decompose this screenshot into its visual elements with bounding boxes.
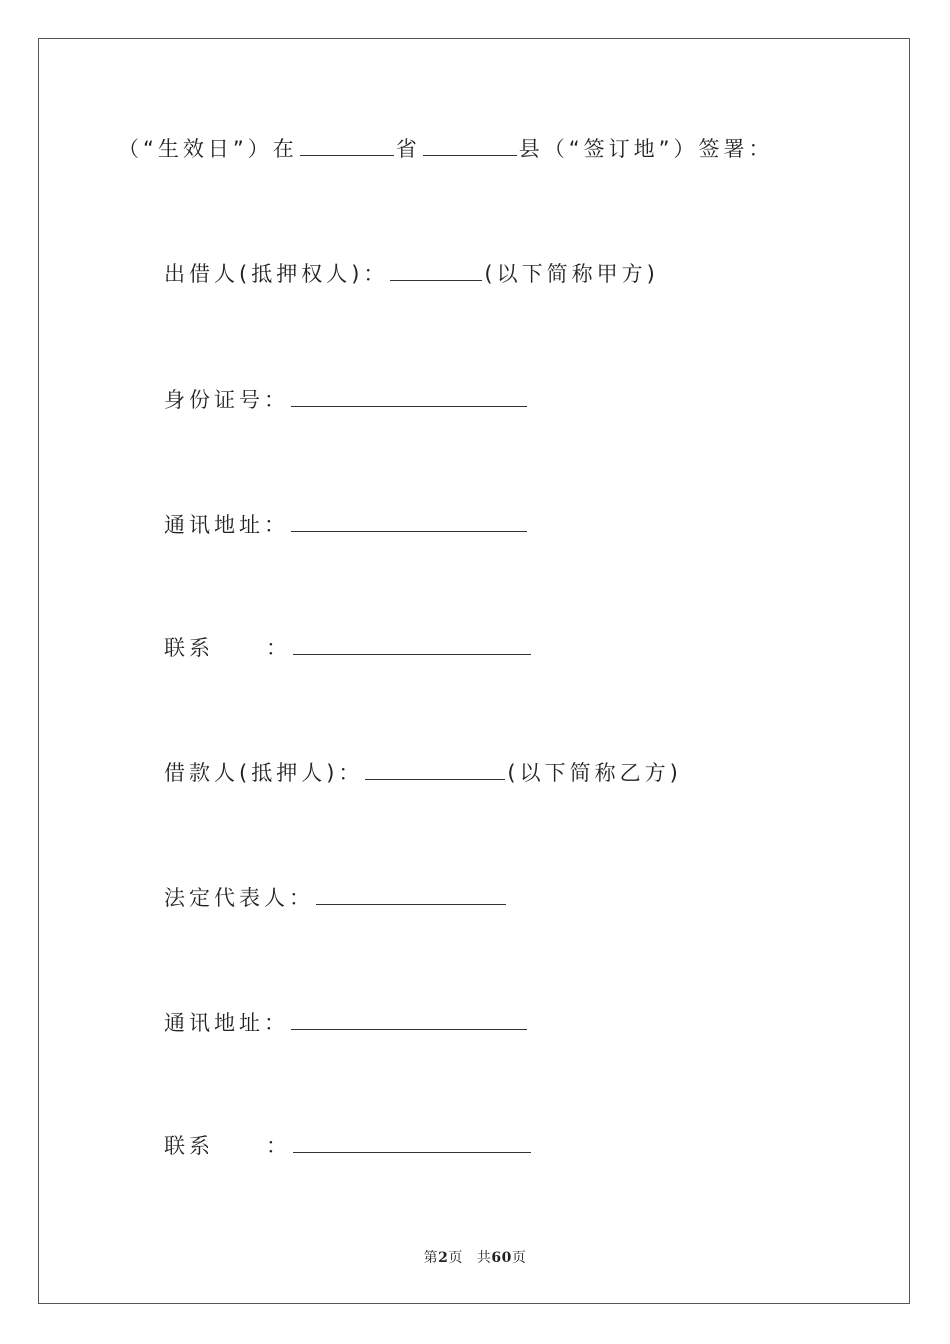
- lender-id-blank[interactable]: [291, 388, 527, 407]
- borrower-address-label: 通讯地址：: [164, 1011, 289, 1035]
- province-blank[interactable]: [300, 137, 394, 156]
- total-prefix: 共: [476, 1250, 492, 1266]
- page-footer: [0, 1247, 950, 1267]
- signing-line: [118, 136, 774, 162]
- lender-address-blank[interactable]: [291, 513, 527, 532]
- borrower-label: 借款人(抵押人)：: [164, 761, 364, 785]
- lender-contact-colon: ：: [266, 636, 291, 660]
- borrower-contact-colon: ：: [266, 1134, 291, 1158]
- borrower-contact-label: 联系: [164, 1134, 214, 1158]
- signing-text-place: 县（“签订地”）签署：: [518, 137, 774, 161]
- legal-rep-label: 法定代表人：: [164, 886, 314, 910]
- borrower-suffix: (以下简称乙方): [507, 761, 682, 785]
- lender-contact-blank[interactable]: [293, 636, 531, 655]
- borrower-address-line: [164, 1010, 529, 1036]
- legal-rep-line: [164, 885, 508, 911]
- county-blank[interactable]: [423, 137, 517, 156]
- lender-contact-label: 联系: [164, 636, 214, 660]
- lender-contact-line: [164, 635, 533, 661]
- lender-id-label: 身份证号：: [164, 388, 289, 412]
- lender-suffix: (以下简称甲方): [484, 262, 659, 286]
- page-suffix: 页: [448, 1250, 463, 1266]
- lender-id-line: [164, 387, 529, 413]
- borrower-name-blank[interactable]: [365, 761, 505, 780]
- borrower-address-blank[interactable]: [291, 1011, 527, 1030]
- lender-address-label: 通讯地址：: [164, 513, 289, 537]
- borrower-contact-line: [164, 1133, 533, 1159]
- page-border: [38, 38, 910, 1304]
- borrower-contact-blank[interactable]: [293, 1134, 531, 1153]
- lender-address-line: [164, 512, 529, 538]
- page-prefix: 第: [423, 1250, 439, 1266]
- signing-text-effective-date: （“生效日”）在: [118, 137, 298, 161]
- borrower-line: [164, 760, 682, 786]
- total-suffix: 页: [511, 1250, 527, 1266]
- page-number: 2: [438, 1250, 449, 1266]
- lender-line: [164, 261, 659, 287]
- signing-text-province: 省: [395, 137, 421, 161]
- total-pages: 60: [491, 1250, 512, 1266]
- lender-name-blank[interactable]: [390, 262, 482, 281]
- legal-rep-blank[interactable]: [316, 886, 506, 905]
- lender-label: 出借人(抵押权人)：: [164, 262, 389, 286]
